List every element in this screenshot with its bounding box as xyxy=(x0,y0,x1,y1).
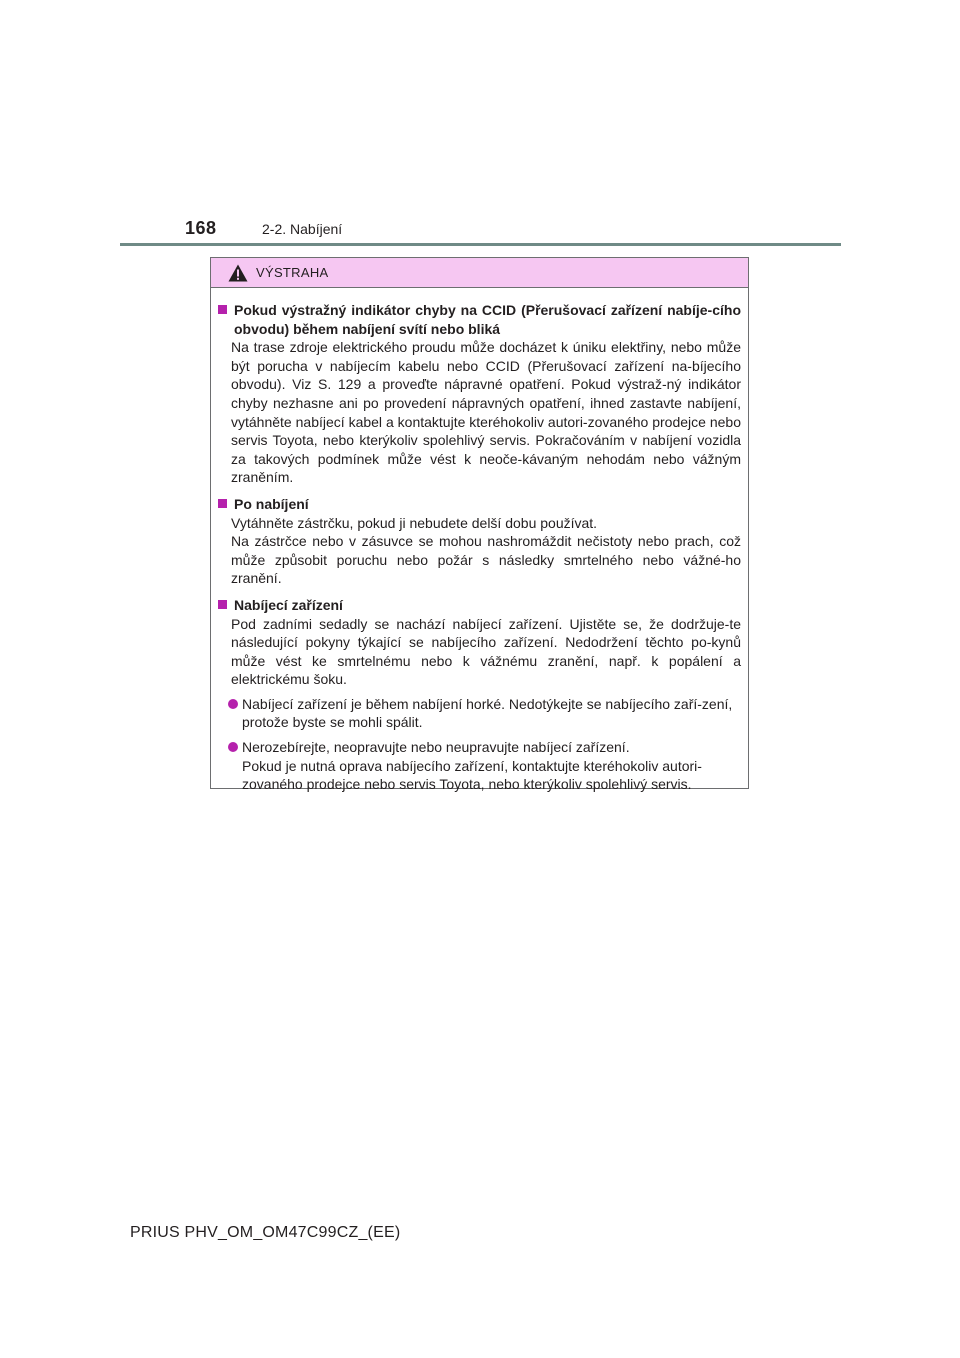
bullet-text: Nabíjecí zařízení je během nabíjení horké. Nedotýkejte se nabíjecího zaří-zení, protože byste se mohli spálit. xyxy=(242,695,733,731)
section-title: 2-2. Nabíjení xyxy=(262,221,343,237)
warning-box xyxy=(210,257,749,793)
item-title: Po nabíjení xyxy=(234,495,309,512)
warning-label: VÝSTRAHA xyxy=(256,265,329,280)
item-title: Pokud výstražný indikátor chyby na CCID (Přerušovací zařízení nabíje-cího obvodu) během nabíjení svítí nebo bliká xyxy=(234,302,741,337)
square-bullet-icon xyxy=(218,600,227,609)
item-title: Nabíjecí zařízení xyxy=(234,596,343,613)
round-bullet-icon xyxy=(228,699,238,709)
round-bullet-icon xyxy=(228,742,238,752)
list-item xyxy=(228,695,741,732)
list-item xyxy=(228,738,741,794)
square-bullet-icon xyxy=(218,499,227,508)
warning-item xyxy=(218,301,741,487)
item-text: Na trase zdroje elektrického proudu může docházet k úniku elektřiny, nebo může být porucha v nabíjecím kabelu nebo CCID (Přerušovací zařízení na-bíjecího obvodu). Viz S. 129 a proveďte nápravné opatření. Pokud výstraž-ný indikátor chyby nezhasne ani po provedení nápravných opatření, ihned zastavte nabíjení, vytáhněte nabíjecí kabel a kontaktujte kteréhokoliv autori-zovaného prodejce nebo servis Toyota, nebo kterýkoliv spolehlivý servis. Pokračováním v nabíjení vozidla za takových podmínek může vést k neoče-kávaným nehodám nebo vážným zraněním. xyxy=(231,339,741,486)
page-number: 168 xyxy=(185,218,217,238)
warning-item xyxy=(218,495,741,588)
warning-triangle-icon xyxy=(228,264,248,282)
header-divider xyxy=(120,243,841,246)
bullet-text: Nerozebírejte, neopravujte nebo neupravujte nabíjecí zařízení. xyxy=(242,739,630,756)
item-text: Pod zadními sedadly se nachází nabíjecí zařízení. Ujistěte se, že dodržuje-te následující pokyny týkající se nabíjecího zařízení. Nedodržení těchto po-kynů může vést ke smrtelnému nebo k vážnému zranění, např. k popálení a elektrickému šoku. xyxy=(231,615,741,688)
warning-body xyxy=(211,288,748,794)
square-bullet-icon xyxy=(218,305,227,314)
warning-item xyxy=(218,596,741,794)
bullet-text: Pokud je nutná oprava nabíjecího zařízení, kontaktujte kteréhokoliv autori-zovaného prodejce nebo servis Toyota, nebo kterýkoliv spolehlivý servis. xyxy=(242,757,702,793)
document-code: PRIUS PHV_OM_OM47C99CZ_(EE) xyxy=(130,1224,401,1241)
item-text: Na zástrčce nebo v zásuvce se mohou nashromáždit nečistoty nebo prach, což může způsobit poruchu nebo požár s následky smrtelného nebo vážné-ho zranění. xyxy=(231,533,741,587)
warning-header xyxy=(211,258,748,288)
item-text: Vytáhněte zástrčku, pokud ji nebudete delší dobu používat. xyxy=(231,514,598,531)
